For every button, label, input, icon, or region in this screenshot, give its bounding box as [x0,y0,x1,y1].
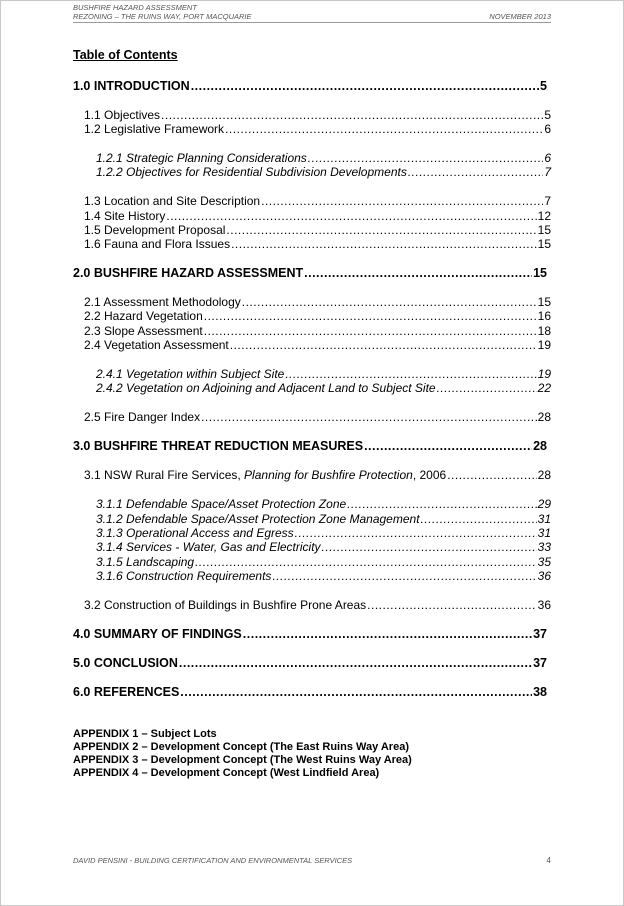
toc-entry[interactable]: 2.2 Hazard Vegetation ..... 16 [84,309,551,323]
toc-entry[interactable]: 3.1.5 Landscaping ..... 35 [96,555,551,569]
toc-entry[interactable]: 1.6 Fauna and Flora Issues ..... 15 [84,237,551,251]
appendix-item[interactable]: APPENDIX 4 – Development Concept (West Lindfield Area) [73,767,380,779]
page-number: 4 [546,856,551,865]
toc-entry[interactable]: 3.2 Construction of Buildings in Bushfire Prone Areas ..... 36 [84,598,551,612]
toc-entry[interactable]: 2.4 Vegetation Assessment ..... 19 [84,338,551,352]
toc-title: Table of Contents [73,48,178,62]
toc-entry[interactable]: 2.4.1 Vegetation within Subject Site ..... 19 [96,367,551,381]
toc-entry[interactable]: 6.0 REFERENCES ..... 38 [73,685,547,699]
appendix-item[interactable]: APPENDIX 2 – Development Concept (The East Ruins Way Area) [73,741,409,753]
running-header [73,3,252,21]
toc-entry[interactable]: 1.2.2 Objectives for Residential Subdivision Developments ..... 7 [96,165,551,179]
footer-text: DAVID PENSINI - BUILDING CERTIFICATION AND ENVIRONMENTAL SERVICES [73,856,353,865]
toc-entry[interactable]: 1.4 Site History ..... 12 [84,209,551,223]
appendix-item[interactable]: APPENDIX 3 – Development Concept (The West Ruins Way Area) [73,754,412,766]
toc-entry[interactable]: 1.2 Legislative Framework ..... 6 [84,122,551,136]
toc-entry[interactable]: 1.2.1 Strategic Planning Considerations ..... 6 [96,151,551,165]
toc-entry[interactable]: 2.4.2 Vegetation on Adjoining and Adjacent Land to Subject Site ..... 22 [96,381,551,395]
toc-entry[interactable]: 2.5 Fire Danger Index ..... 28 [84,410,551,424]
header-date: NOVEMBER 2013 [489,12,551,21]
toc-entry[interactable]: 4.0 SUMMARY OF FINDINGS ..... 37 [73,627,547,641]
appendix-item[interactable]: APPENDIX 1 – Subject Lots [73,728,217,740]
toc-entry[interactable]: 5.0 CONCLUSION ..... 37 [73,656,547,670]
toc-entry[interactable]: 3.1.6 Construction Requirements ..... 36 [96,569,551,583]
toc-entry[interactable]: 1.3 Location and Site Description ..... 7 [84,194,551,208]
toc-entry[interactable]: 3.1 NSW Rural Fire Services, Planning for Bushfire Protection, 2006 ..... 28 [84,468,551,482]
toc-entry[interactable]: 1.5 Development Proposal ..... 15 [84,223,551,237]
toc-entry[interactable]: 3.1.2 Defendable Space/Asset Protection Zone Management ..... 31 [96,512,551,526]
toc-entry[interactable]: 2.1 Assessment Methodology ..... 15 [84,295,551,309]
toc-entry[interactable]: 2.0 BUSHFIRE HAZARD ASSESSMENT ..... 15 [73,266,547,280]
toc-entry[interactable]: 3.1.4 Services - Water, Gas and Electricity ..... 33 [96,540,551,554]
header-subtitle: REZONING – THE RUINS WAY, PORT MACQUARIE [73,12,252,21]
toc-entry[interactable]: 3.0 BUSHFIRE THREAT REDUCTION MEASURES ..... 28 [73,439,547,453]
toc-entry[interactable]: 3.1.1 Defendable Space/Asset Protection Zone ..... 29 [96,497,551,511]
header-title: BUSHFIRE HAZARD ASSESSMENT [73,3,197,12]
toc-entry[interactable]: 1.0 INTRODUCTION ..... 5 [73,79,547,93]
header-rule [73,22,551,23]
toc-entry[interactable]: 1.1 Objectives ..... 5 [84,108,551,122]
toc-entry[interactable]: 2.3 Slope Assessment ..... 18 [84,324,551,338]
toc-entry[interactable]: 3.1.3 Operational Access and Egress ..... 31 [96,526,551,540]
